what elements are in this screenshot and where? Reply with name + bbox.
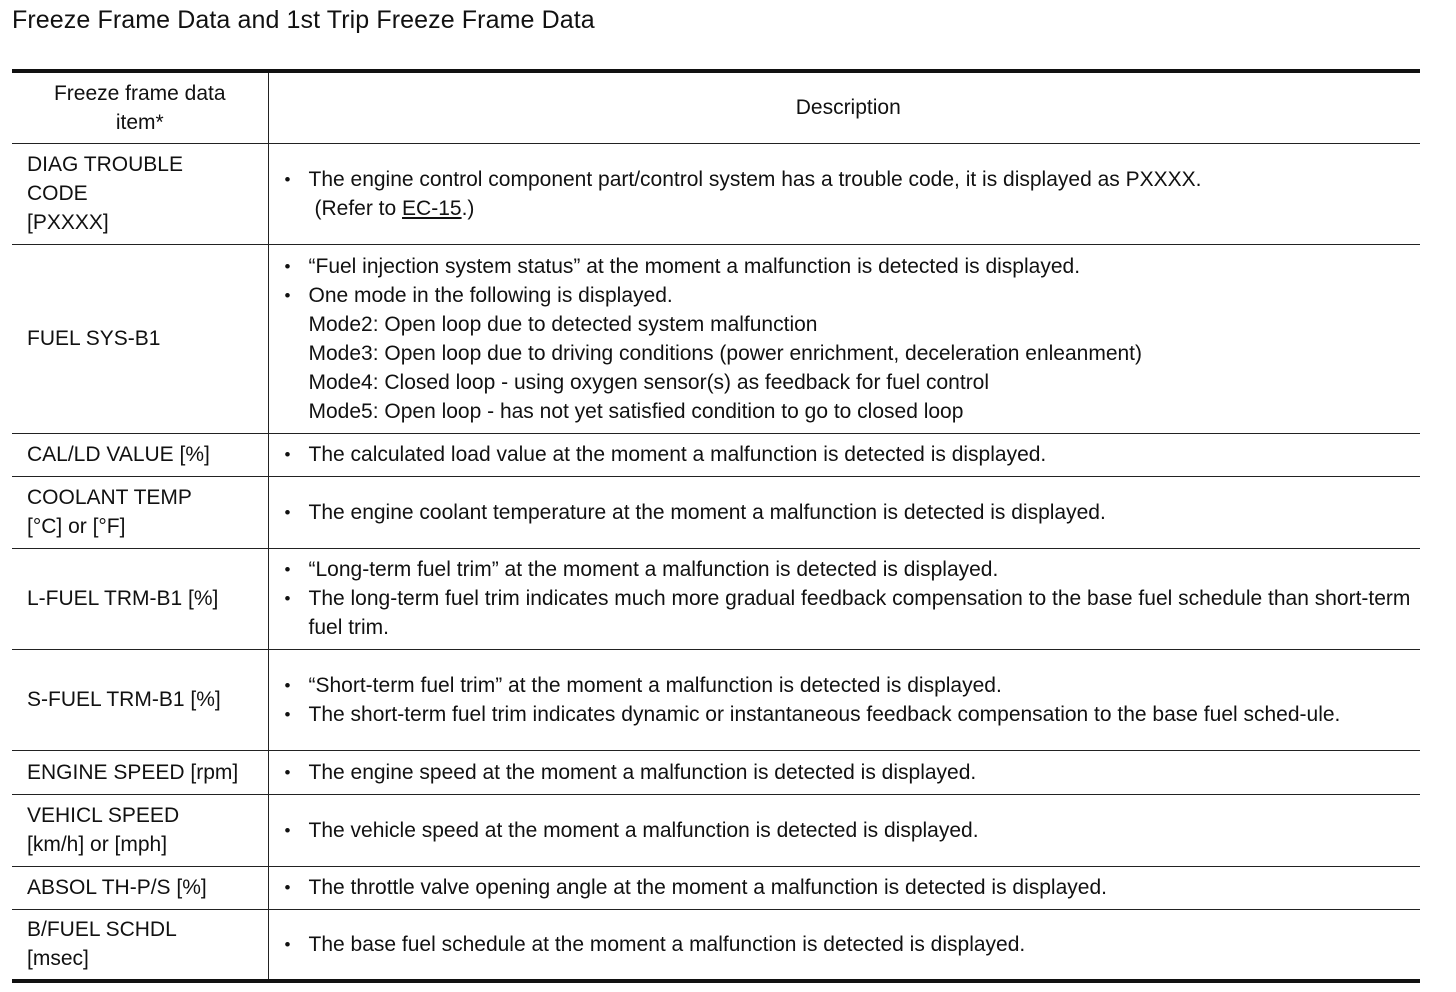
table-row xyxy=(12,794,1420,866)
item-label-line: S-FUEL TRM-B1 [%] xyxy=(27,688,221,711)
table-body xyxy=(12,143,1420,981)
bullet-list xyxy=(283,252,1415,426)
item-label-line: L-FUEL TRM-B1 [%] xyxy=(27,587,219,610)
freeze-frame-table xyxy=(12,69,1420,983)
bullet-list xyxy=(283,758,1415,787)
item-cell xyxy=(12,244,268,433)
refer-line xyxy=(283,194,1415,223)
item-cell xyxy=(12,909,268,981)
item-cell xyxy=(12,143,268,244)
item-label-line: ENGINE SPEED [rpm] xyxy=(27,760,239,784)
header-item: Freeze frame data item* xyxy=(12,71,268,143)
table-header-row xyxy=(12,71,1420,143)
description-cell xyxy=(268,794,1420,866)
mode-line: Mode4: Closed loop - using oxygen sensor(s) as feedback for fuel control xyxy=(308,370,990,394)
bullet-text: “Fuel injection system status” at the moment a malfunction is detected is displayed. xyxy=(308,254,1081,278)
item-label-line: ABSOL TH-P/S [%] xyxy=(27,876,207,899)
description-cell xyxy=(268,476,1420,548)
bullet-text: The throttle valve opening angle at the moment a malfunction is detected is displayed. xyxy=(308,876,1107,899)
bullet-text: “Short-term fuel trim” at the moment a malfunction is detected is displayed. xyxy=(308,673,1002,697)
table-row xyxy=(12,433,1420,476)
item-label-line: VEHICL SPEED xyxy=(27,804,180,827)
table-row xyxy=(12,649,1420,750)
item-label-line: [msec] xyxy=(27,947,89,971)
description-cell xyxy=(268,909,1420,981)
bullet-list xyxy=(283,555,1415,642)
bullet-list xyxy=(283,498,1415,527)
item-cell xyxy=(12,750,268,794)
bullet-text: The vehicle speed at the moment a malfunction is detected is displayed. xyxy=(308,818,979,842)
refer-suffix: .) xyxy=(461,196,475,220)
table-row xyxy=(12,548,1420,649)
bullet-text: The short-term fuel trim indicates dynamic or instantaneous feedback compensation to the base fuel sched-ule. xyxy=(308,702,1341,726)
item-label-line: [km/h] or [mph] xyxy=(27,833,168,856)
bullet-list xyxy=(283,816,1415,845)
item-label-line: B/FUEL SCHDL xyxy=(27,918,177,942)
bullet-item xyxy=(283,671,1415,700)
mode-line: Mode3: Open loop due to driving conditions (power enrichment, deceleration enleanment) xyxy=(308,341,1142,365)
bullet-item xyxy=(283,584,1415,642)
table-row xyxy=(12,476,1420,548)
item-label-line: COOLANT TEMP xyxy=(27,486,192,509)
description-cell xyxy=(268,244,1420,433)
bullet-item xyxy=(283,816,1415,845)
mode-line: Mode2: Open loop due to detected system malfunction xyxy=(308,312,818,336)
item-label-line: [PXXXX] xyxy=(27,211,109,234)
bullet-item xyxy=(283,930,1415,959)
description-cell xyxy=(268,548,1420,649)
description-cell xyxy=(268,866,1420,909)
table-row xyxy=(12,143,1420,244)
bullet-item xyxy=(283,700,1415,729)
item-cell xyxy=(12,433,268,476)
item-label-line: DIAG TROUBLE xyxy=(27,153,183,176)
bullet-list xyxy=(283,873,1415,902)
table-row xyxy=(12,909,1420,981)
bullet-text: The base fuel schedule at the moment a malfunction is detected is displayed. xyxy=(308,932,1026,956)
bullet-text: The long-term fuel trim indicates much more gradual feedback compensation to the base fuel schedule than short-term fuel trim. xyxy=(308,587,1411,639)
item-cell xyxy=(12,548,268,649)
item-cell xyxy=(12,866,268,909)
reference-link[interactable]: EC-15 xyxy=(402,196,462,220)
bullet-list xyxy=(283,930,1415,959)
bullet-item xyxy=(283,555,1415,584)
table-row xyxy=(12,866,1420,909)
item-cell xyxy=(12,476,268,548)
refer-prefix: (Refer to xyxy=(314,196,403,220)
bullet-text: The engine coolant temperature at the moment a malfunction is detected is displayed. xyxy=(308,500,1106,524)
header-description: Description xyxy=(268,71,1420,143)
table-row xyxy=(12,244,1420,433)
item-label-line: FUEL SYS-B1 xyxy=(27,327,161,350)
bullet-text: The calculated load value at the moment a malfunction is detected is displayed. xyxy=(308,443,1047,466)
bullet-item xyxy=(283,165,1415,194)
bullet-list xyxy=(283,671,1415,729)
bullet-text: The engine control component part/control system has a trouble code, it is displayed as PXXXX. xyxy=(308,167,1202,191)
bullet-item xyxy=(283,440,1415,469)
item-cell xyxy=(12,794,268,866)
bullet-list xyxy=(283,440,1415,469)
bullet-item xyxy=(283,758,1415,787)
page-title: Freeze Frame Data and 1st Trip Freeze Frame Data xyxy=(12,6,595,34)
item-label-line: CAL/LD VALUE [%] xyxy=(27,443,210,466)
description-cell xyxy=(268,433,1420,476)
item-cell xyxy=(12,649,268,750)
bullet-item xyxy=(283,252,1415,281)
description-cell xyxy=(268,649,1420,750)
bullet-item xyxy=(283,281,1415,310)
description-cell xyxy=(268,750,1420,794)
bullet-item xyxy=(283,873,1415,902)
bullet-text: The engine speed at the moment a malfunction is detected is displayed. xyxy=(308,760,977,784)
description-cell xyxy=(268,143,1420,244)
bullet-text: “Long-term fuel trim” at the moment a malfunction is detected is displayed. xyxy=(308,558,999,581)
table-row xyxy=(12,750,1420,794)
item-label-line: [°C] or [°F] xyxy=(27,515,126,538)
mode-line: Mode5: Open loop - has not yet satisfied condition to go to closed loop xyxy=(308,399,964,423)
item-label-line: CODE xyxy=(27,182,88,205)
bullet-list xyxy=(283,165,1415,223)
bullet-text: One mode in the following is displayed. xyxy=(308,283,673,307)
bullet-item xyxy=(283,498,1415,527)
